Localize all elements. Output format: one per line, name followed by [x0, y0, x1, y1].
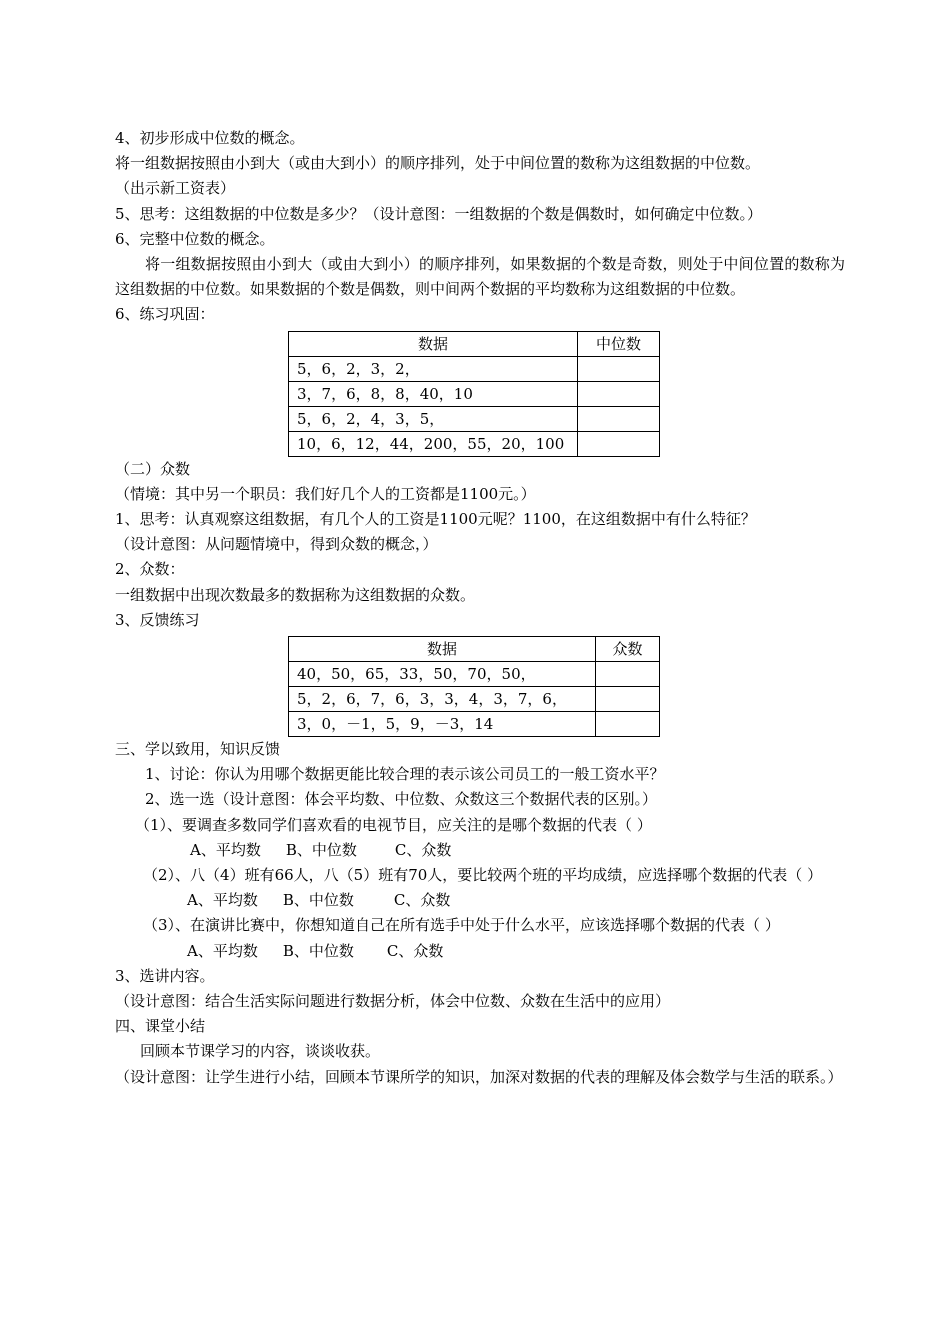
- problem-1-options: [115, 838, 845, 863]
- heading-practice: 6、练习巩固：: [115, 305, 215, 324]
- think-question-1: 1、思考：认真观察这组数据，有几个人的工资是1100元呢？1100，在这组数据中有什么特征？: [115, 510, 756, 529]
- table-cell: 3，7，6，8，8，40，10: [289, 381, 578, 406]
- summary-prompt: 回顾本节课学习的内容，谈谈收获。: [140, 1042, 381, 1061]
- answer-cell: [578, 406, 660, 431]
- complete-median-definition: 将一组数据按照由小到大（或由大到小）的顺序排列，如果数据的个数是奇数，则处于中间位置的数称为这组数据的中位数。如果数据的个数是偶数，则中间两个数据的平均数称为这组数据的中位数。: [115, 255, 845, 299]
- median-practice-table: [288, 331, 660, 457]
- heading-median-concept: 4、初步形成中位数的概念。: [115, 129, 305, 147]
- option-b: B、中位数: [282, 891, 354, 910]
- answer-cell: [578, 381, 660, 406]
- option-a: A、平均数: [190, 840, 261, 859]
- design-intent-note: （设计意图：从问题情境中，得到众数的概念，）: [115, 535, 438, 554]
- answer-cell: [596, 687, 660, 712]
- table-row: [289, 662, 660, 687]
- table-header: 众数: [596, 637, 660, 662]
- problem-1: （1）、要调查多数同学们喜欢看的电视节目，应关注的是哪个数据的代表（ ）: [135, 815, 652, 834]
- table-row: [289, 687, 660, 712]
- table-cell: 5，6，2，4，3，5，: [289, 406, 578, 431]
- heading-mode-def: 2、众数：: [115, 560, 185, 579]
- choose-question: 2、选一选（设计意图：体会平均数、中位数、众数这三个数据代表的区别。）: [145, 790, 658, 809]
- heading-complete-median: 6、完整中位数的概念。: [115, 229, 275, 248]
- answer-cell: [596, 662, 660, 687]
- heading-mode: （二）众数: [115, 459, 191, 478]
- option-c: C、众数: [394, 840, 452, 859]
- table-header: 数据: [289, 637, 596, 662]
- optional-content: 3、选讲内容。: [115, 966, 215, 985]
- discussion-question: 1、讨论：你认为用哪个数据更能比较合理的表示该公司员工的一般工资水平？: [145, 765, 665, 784]
- problem-3: （3）、在演讲比赛中，你想知道自己在所有选手中处于什么水平，应该选择哪个数据的代表（ ）: [143, 916, 780, 935]
- table-cell: 3，0，－1，5，9，－3，14: [289, 712, 596, 737]
- table-cell: 10，6，12，44，200，55，20，100: [289, 431, 578, 456]
- answer-cell: [578, 431, 660, 456]
- table-cell: 5，2，6，7，6，3，3，4，3，7，6，: [289, 687, 596, 712]
- show-new-salary-note: （出示新工资表）: [115, 179, 236, 198]
- option-a: A、平均数: [187, 891, 258, 910]
- design-intent-application: （设计意图：结合生活实际问题进行数据分析，体会中位数、众数在生活中的应用）: [115, 992, 671, 1011]
- table-row: [289, 381, 660, 406]
- mode-practice-table: [288, 636, 660, 737]
- problem-3-options: [115, 939, 845, 964]
- heading-section-4: 四、课堂小结: [115, 1017, 206, 1036]
- mode-definition: 一组数据中出现次数最多的数据称为这组数据的众数。: [115, 585, 476, 604]
- document-page: [115, 126, 845, 1090]
- table-header: 中位数: [578, 331, 660, 356]
- think-question-5: 5、思考：这组数据的中位数是多少？（设计意图：一组数据的个数是偶数时，如何确定中位数。）: [115, 204, 763, 223]
- option-b: B、中位数: [285, 840, 357, 859]
- design-intent-summary: （设计意图：让学生进行小结，回顾本节课所学的知识，加深对数据的代表的理解及体会数学与生活的联系。）: [115, 1067, 843, 1086]
- median-definition: 将一组数据按照由小到大（或由大到小）的顺序排列，处于中间位置的数称为这组数据的中位数。: [115, 154, 761, 173]
- table-header: 数据: [289, 331, 578, 356]
- table-row: [289, 406, 660, 431]
- option-b: B、中位数: [282, 941, 354, 960]
- answer-cell: [578, 356, 660, 381]
- heading-feedback-practice: 3、反馈练习: [115, 610, 200, 629]
- mode-scenario: （情境：其中另一个职员：我们好几个人的工资都是1100元。）: [115, 484, 536, 503]
- table-row: [289, 356, 660, 381]
- answer-cell: [596, 712, 660, 737]
- table-row: [289, 712, 660, 737]
- option-c: C、众数: [393, 891, 451, 910]
- problem-2-options: [115, 888, 845, 913]
- heading-section-3: 三、学以致用，知识反馈: [115, 740, 281, 759]
- option-c: C、众数: [386, 941, 444, 960]
- table-cell: 40，50，65，33，50，70，50，: [289, 662, 596, 687]
- option-a: A、平均数: [187, 941, 258, 960]
- table-row: [289, 431, 660, 456]
- problem-2: （2）、八（4）班有66人，八（5）班有70人，要比较两个班的平均成绩，应选择哪个数据的代表（ ）: [143, 866, 823, 885]
- table-cell: 5，6，2，3，2，: [289, 356, 578, 381]
